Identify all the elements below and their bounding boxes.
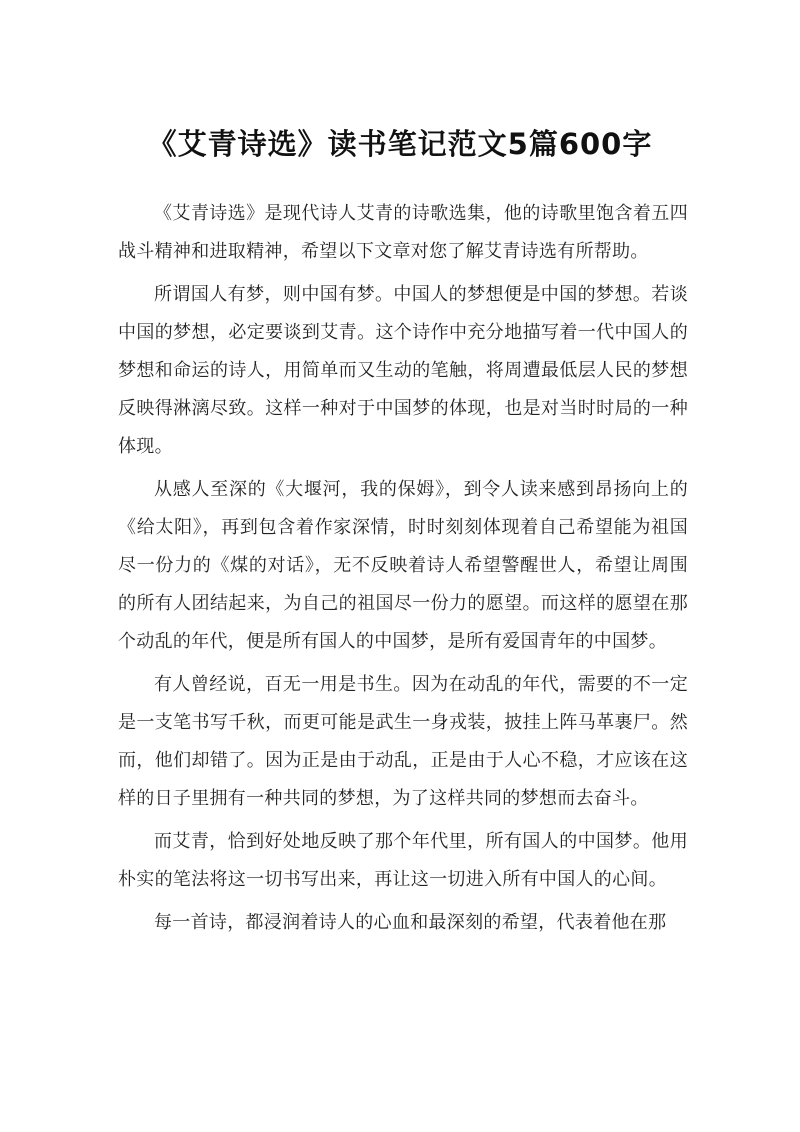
paragraph-chinese-dream: 所谓国人有梦，则中国有梦。中国人的梦想便是中国的梦想。若谈中国的梦想，必定要谈到艾青。这个诗作中充分地描写着一代中国人的梦想和命运的诗人，用简单而又生动的笔触，将周遭最低层人民的梦想反映得淋漓尽致。这样一种对于中国梦的体现，也是对当时时局的一种体现。 xyxy=(118,284,688,457)
document-title: 《艾青诗选》读书笔记范文5篇600字 xyxy=(147,127,653,161)
paragraph-each-poem: 每一首诗，都浸润着诗人的心血和最深刻的希望，代表着他在那 xyxy=(154,912,667,933)
paragraph-intro: 《艾青诗选》是现代诗人艾青的诗歌选集，他的诗歌里饱含着五四战斗精神和进取精神，希望以下文章对您了解艾青诗选有所帮助。 xyxy=(118,203,688,262)
document-body xyxy=(118,195,688,947)
paragraph-poems: 从感人至深的《大堰河，我的保姆》，到令人读来感到昂扬向上的《给太阳》，再到包含着作家深情，时时刻刻体现着自己希望能为祖国尽一份力的《煤的对话》，无不反映着诗人希望警醒世人，希望让周围的所有人团结起来，为自己的祖国尽一份力的愿望。而这样的愿望在那个动乱的年代，便是所有国人的中国梦，是所有爱国青年的中国梦。 xyxy=(118,479,688,652)
paragraph-aiqing: 而艾青，恰到好处地反映了那个年代里，所有国人的中国梦。他用朴实的笔法将这一切书写出来，再让这一切进入所有中国人的心间。 xyxy=(118,831,688,890)
paragraph-scholar: 有人曾经说，百无一用是书生。因为在动乱的年代，需要的不一定是一支笔书写千秋，而更可能是武生一身戎装，披挂上阵马革裹尸。然而，他们却错了。因为正是由于动乱，正是由于人心不稳，才应该在这样的日子里拥有一种共同的梦想，为了这样共同的梦想而去奋斗。 xyxy=(118,674,688,809)
